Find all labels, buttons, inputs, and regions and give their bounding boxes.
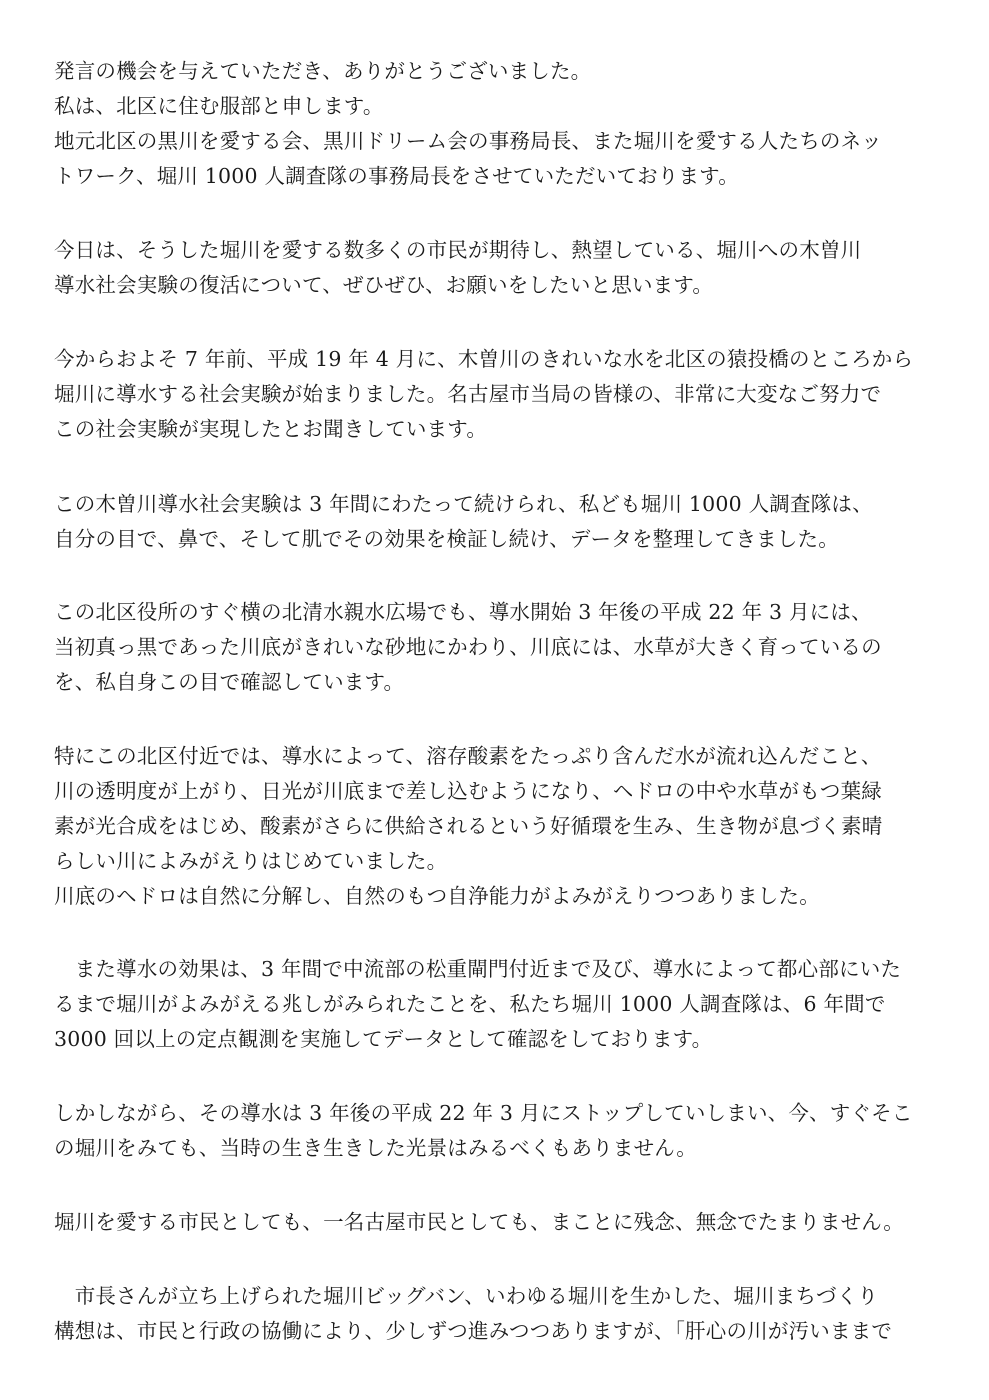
text-line: 市長さんが立ち上げられた堀川ビッグバン、いわゆる堀川を生かした、堀川まちづくり — [54, 1284, 879, 1308]
text-line: 地元北区の黒川を愛する会、黒川ドリーム会の事務局長、また堀川を愛する人たちのネッ — [54, 129, 882, 153]
text-line: 発言の機会を与えていただき、ありがとうございました。 — [54, 59, 592, 83]
text-line: 素が光合成をはじめ、酸素がさらに供給されるという好循環を生み、生き物が息づく素晴 — [54, 814, 883, 838]
text-line: 導水社会実験の復活について、ぜひぜひ、お願いをしたいと思います。 — [54, 273, 714, 297]
text-line: らしい川によみがえりはじめていました。 — [54, 849, 448, 873]
text-line: この木曽川導水社会実験は 3 年間にわたって続けられ、私ども堀川 1000 人調査隊は、 — [54, 492, 873, 516]
text-line: 川の透明度が上がり、日光が川底まで差し込むようになり、ヘドロの中や水草がもつ葉緑 — [54, 779, 882, 803]
text-line: を、私自身この目で確認しています。 — [54, 670, 405, 694]
text-line: 3000 回以上の定点観測を実施してデータとして確認をしております。 — [54, 1027, 713, 1051]
text-line: また導水の効果は、3 年間で中流部の松重閘門付近まで及び、導水によって都心部にいた — [54, 957, 902, 981]
text-line: この社会実験が実現したとお聞きしています。 — [54, 417, 488, 441]
text-line: この北区役所のすぐ横の北清水親水広場でも、導水開始 3 年後の平成 22 年 3 月には、 — [54, 600, 872, 624]
text-line: 堀川を愛する市民としても、一名古屋市民としても、まことに残念、無念でたまりません。 — [54, 1210, 904, 1234]
text-line: の堀川をみても、当時の生き生きした光景はみるべくもありません。 — [54, 1136, 697, 1160]
text-line: るまで堀川がよみがえる兆しがみられたことを、私たち堀川 1000 人調査隊は、6 年間で — [54, 992, 886, 1016]
text-line: 特にこの北区付近では、導水によって、溶存酸素をたっぷり含んだ水が流れ込んだこと、 — [54, 744, 882, 768]
text-line: 今からおよそ 7 年前、平成 19 年 4 月に、木曽川のきれいな水を北区の猿投橋のところから — [54, 347, 914, 371]
text-line: 構想は、市民と行政の協働により、少しずつ進みつつありますが、「肝心の川が汚いままで — [54, 1319, 893, 1343]
text-line: 私は、北区に住む服部と申します。 — [54, 94, 384, 118]
text-line: トワーク、堀川 1000 人調査隊の事務局長をさせていただいております。 — [54, 164, 739, 188]
text-line: 今日は、そうした堀川を愛する数多くの市民が期待し、熱望している、堀川への木曽川 — [54, 238, 862, 262]
text-line: 堀川に導水する社会実験が始まりました。名古屋市当局の皆様の、非常に大変なご努力で — [54, 382, 882, 406]
text-line: 自分の目で、鼻で、そして肌でその効果を検証し続け、データを整理してきました。 — [54, 527, 839, 551]
text-line: 川底のヘドロは自然に分解し、自然のもつ自浄能力がよみがえりつつありました。 — [54, 884, 820, 908]
text-line: しかしながら、その導水は 3 年後の平成 22 年 3 月にストップしていしまい、今、すぐそこ — [54, 1101, 913, 1125]
text-line: 当初真っ黒であった川底がきれいな砂地にかわり、川底には、水草が大きく育っているの — [54, 635, 882, 659]
